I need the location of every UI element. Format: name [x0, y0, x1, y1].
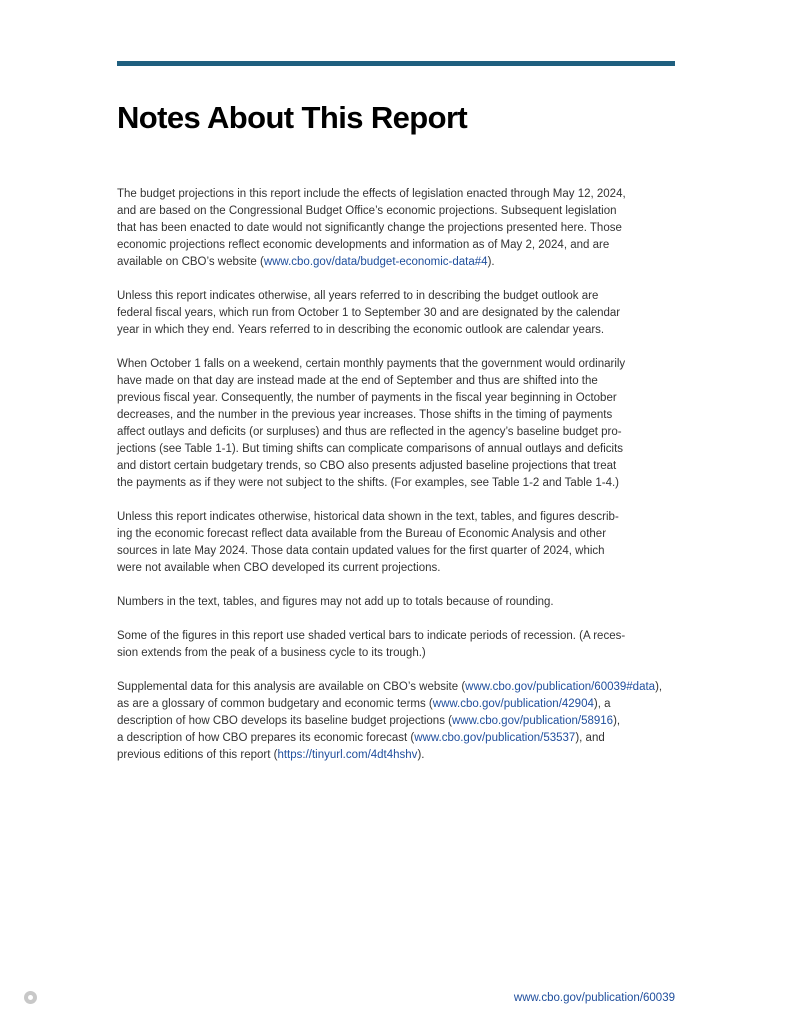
text-line: that has been enacted to date would not significantly change the projections presented here. Those	[117, 222, 622, 234]
link-baseline-projections[interactable]: www.cbo.gov/publication/58916	[451, 715, 614, 727]
text-line: Some of the figures in this report use shaded vertical bars to indicate periods of recession. (A reces-	[117, 630, 626, 642]
text-line: the payments as if they were not subject to the shifts. (For examples, see Table 1-2 and Table 1-4.)	[117, 477, 620, 489]
paragraph-legislation	[117, 186, 675, 271]
text-line: Numbers in the text, tables, and figures may not add up to totals because of rounding.	[117, 596, 554, 608]
text-line: jections (see Table 1-1). But timing shifts can complicate comparisons of annual outlays and deficits	[117, 443, 624, 455]
paragraph-rounding	[117, 594, 675, 611]
text-fragment: description of how CBO develops its baseline budget projections (	[117, 715, 452, 727]
footer-publication-link[interactable]: www.cbo.gov/publication/60039	[513, 992, 675, 1004]
text-fragment: ),	[613, 715, 621, 727]
text-line: sion extends from the peak of a business cycle to its trough.)	[117, 647, 426, 659]
page-title: Notes About This Report	[117, 100, 468, 135]
text-fragment: ), a	[593, 698, 611, 710]
paragraph-recession-bars	[117, 628, 675, 662]
text-line: Unless this report indicates otherwise, all years referred to in describing the budget outlook are	[117, 290, 599, 302]
text-line: sources in late May 2024. Those data contain updated values for the first quarter of 2024, which	[117, 545, 605, 557]
text-line: ing the economic forecast reflect data available from the Bureau of Economic Analysis and other	[117, 528, 607, 540]
text-fragment: previous editions of this report (	[117, 749, 278, 761]
text-line: economic projections reflect economic developments and information as of May 2, 2024, and are	[117, 239, 610, 251]
text-line	[117, 254, 675, 271]
text-fragment: ).	[417, 749, 425, 761]
text-line: have made on that day are instead made at the end of September and thus are shifted into the	[117, 375, 598, 387]
text-line: decreases, and the number in the previous year increases. Those shifts in the timing of payments	[117, 409, 613, 421]
text-line	[117, 679, 675, 696]
text-line: affect outlays and deficits (or surpluses) and thus are reflected in the agency’s baseline budget pro-	[117, 426, 622, 438]
text-line: previous fiscal year. Consequently, the number of payments in the fiscal year beginning in October	[117, 392, 617, 404]
link-supplemental-data[interactable]: www.cbo.gov/publication/60039#data	[465, 681, 656, 693]
paragraph-supplemental	[117, 679, 675, 764]
text-fragment: available on CBO’s website (	[117, 256, 264, 268]
text-line: The budget projections in this report include the effects of legislation enacted through May 12, 2024,	[117, 188, 626, 200]
link-economic-forecast[interactable]: www.cbo.gov/publication/53537	[414, 732, 576, 744]
link-previous-editions[interactable]: https://tinyurl.com/4dt4hshv	[277, 749, 418, 761]
text-line: federal fiscal years, which run from October 1 to September 30 and are designated by the calendar	[117, 307, 621, 319]
text-line	[117, 747, 675, 764]
text-fragment: ),	[655, 681, 663, 693]
text-line: Unless this report indicates otherwise, historical data shown in the text, tables, and figures describ-	[117, 511, 619, 523]
text-line: When October 1 falls on a weekend, certain monthly payments that the government would ordinarily	[117, 358, 626, 370]
text-fragment: ), and	[575, 732, 605, 744]
page-marker-icon	[24, 991, 37, 1004]
text-line: and distort certain budgetary trends, so CBO also presents adjusted baseline projections that treat	[117, 460, 617, 472]
text-line	[117, 730, 675, 747]
link-glossary[interactable]: www.cbo.gov/publication/42904	[432, 698, 594, 710]
paragraph-timing-shifts	[117, 356, 675, 492]
text-fragment: as are a glossary of common budgetary and economic terms (	[117, 698, 433, 710]
text-fragment: a description of how CBO prepares its economic forecast (	[117, 732, 415, 744]
text-fragment: ).	[487, 256, 495, 268]
text-fragment: Supplemental data for this analysis are available on CBO’s website (	[117, 681, 466, 693]
link-budget-economic-data[interactable]: www.cbo.gov/data/budget-economic-data#4	[263, 256, 488, 268]
text-line: were not available when CBO developed its current projections.	[117, 562, 441, 574]
paragraph-fiscal-years	[117, 288, 675, 339]
text-line: and are based on the Congressional Budget Office’s economic projections. Subsequent legislation	[117, 205, 617, 217]
header-rule	[117, 61, 675, 66]
report-notes-body	[117, 186, 675, 764]
text-line	[117, 713, 675, 730]
text-line	[117, 696, 675, 713]
text-line: year in which they end. Years referred to in describing the economic outlook are calendar years.	[117, 324, 605, 336]
paragraph-historical-data	[117, 509, 675, 577]
